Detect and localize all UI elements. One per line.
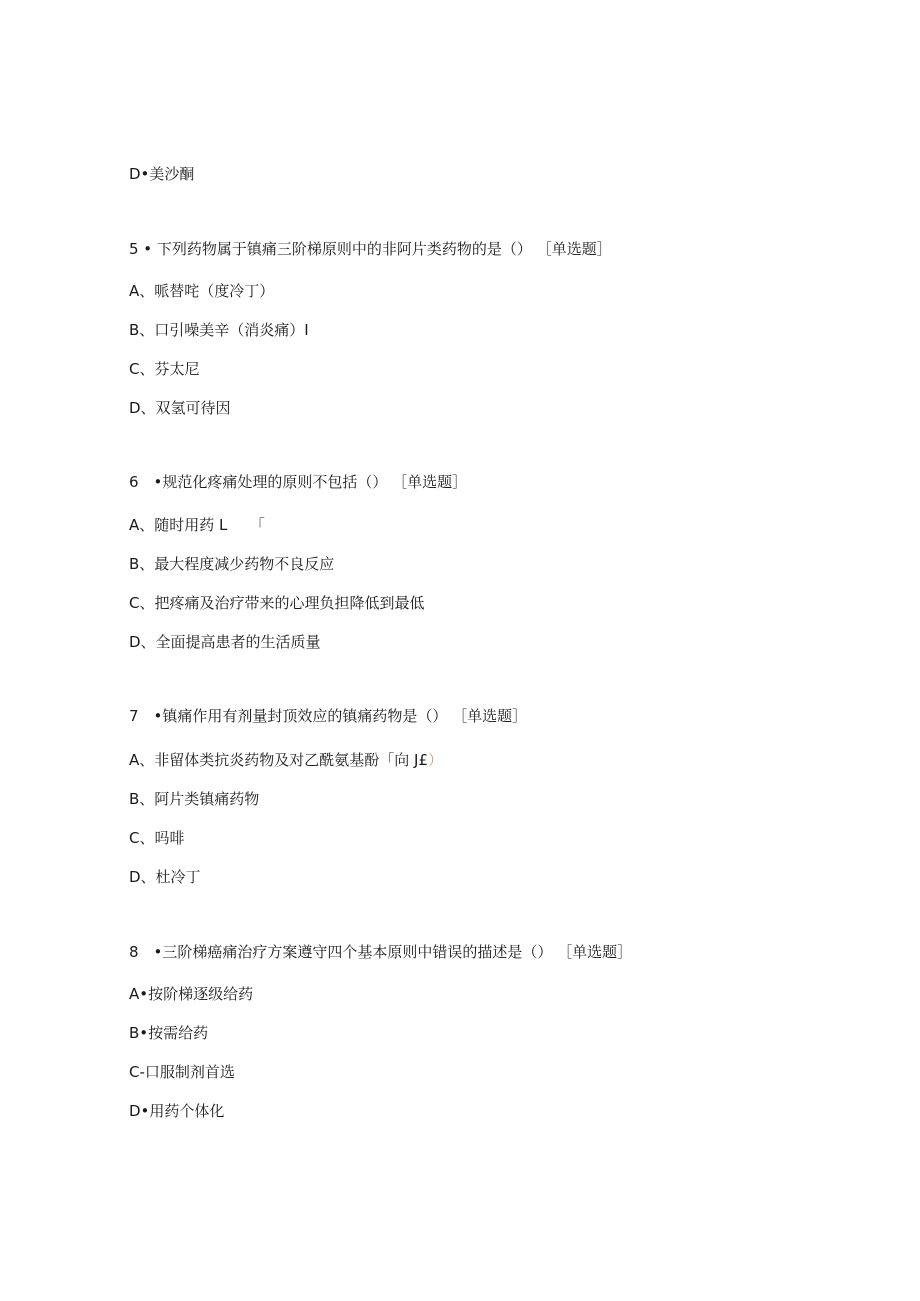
option-q8-c: C-口服制剂首选: [129, 1063, 235, 1081]
option-q4-d: D•美沙酮: [129, 165, 195, 183]
option-q7-d: D、杜冷丁: [129, 868, 201, 886]
option-q6-d: D、全面提高患者的生活质量: [129, 633, 321, 651]
option-q7-a: [129, 750, 443, 770]
option-q5-c: C、芬太尼: [129, 360, 200, 378]
option-q8-a: A•按阶梯逐级给药: [129, 985, 254, 1003]
option-q6-a: A、随时用药 L 「: [129, 516, 265, 534]
question-7: 7 •镇痛作用有剂量封顶效应的镇痛药物是（） ［单选题］: [129, 707, 528, 725]
option-q6-b: B、最大程度减少药物不良反应: [129, 555, 335, 573]
option-q7-b: B、阿片类镇痛药物: [129, 790, 260, 808]
option-q8-b: B•按需给药: [129, 1024, 209, 1042]
question-6: 6 •规范化疼痛处理的原则不包括（） ［单选题］: [129, 473, 468, 491]
option-q7-a-tail: ）: [428, 751, 444, 769]
option-q8-d: D•用药个体化: [129, 1102, 225, 1120]
question-8: 8 •三阶梯癌痛治疗方案遵守四个基本原则中错误的描述是（） ［单选题］: [129, 943, 633, 961]
option-q5-b: B、口引噪美辛（消炎痛）I: [129, 321, 309, 339]
option-q7-c: C、吗啡: [129, 829, 185, 847]
option-q5-a: A、哌替咤（度冷丁）: [129, 282, 275, 300]
option-q7-a-text: A、非留体类抗炎药物及对乙酰氨基酚「向 J£: [129, 751, 428, 769]
option-q6-c: C、把疼痛及治疗带来的心理负担降低到最低: [129, 594, 425, 612]
question-5: 5 • 下列药物属于镇痛三阶梯原则中的非阿片类药物的是（） ［单选题］: [129, 240, 612, 258]
option-q5-d: D、双氢可待因: [129, 399, 231, 417]
